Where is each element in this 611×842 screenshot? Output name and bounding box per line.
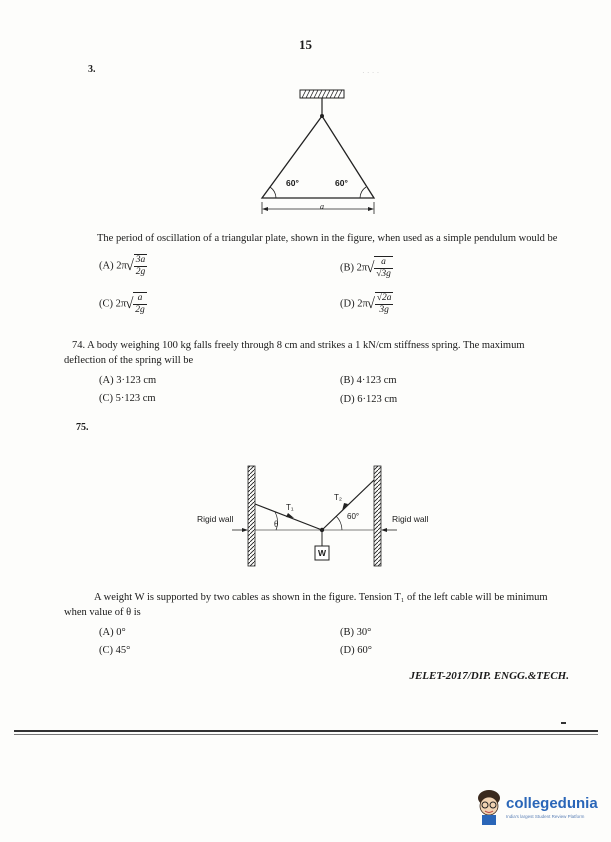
fraction-numerator: √ a xyxy=(133,293,147,305)
q73-option-a xyxy=(99,254,147,278)
two-pi: 2π xyxy=(356,262,368,274)
page-number: 15 xyxy=(299,37,312,52)
collegedunia-tagline: India's largest Student Review Platform xyxy=(506,814,585,819)
weight-label: W xyxy=(317,548,327,558)
two-pi: 2π xyxy=(115,298,127,310)
triangle-plate xyxy=(262,116,374,198)
sixty-arc xyxy=(336,516,342,530)
angle-label-left: 60° xyxy=(286,178,299,188)
t2-arrow xyxy=(342,503,348,511)
two-pi: 2π xyxy=(357,298,368,310)
left-rigid-wall xyxy=(248,466,255,566)
fraction-denominator: 3g xyxy=(379,305,389,315)
collegedunia-brand: collegedunia xyxy=(506,795,598,812)
theta-label: θ xyxy=(274,519,279,529)
q74-option-c: (C) 5·123 cm xyxy=(99,393,156,404)
two-pi: 2π xyxy=(116,260,127,272)
exam-footer: JELET-2017/DIP. ENGG.&TECH. xyxy=(409,670,569,682)
left-wall-label: Rigid wall xyxy=(197,514,234,524)
question-75-number: 75. xyxy=(76,422,89,433)
t2-label: T₂ xyxy=(334,493,342,502)
fraction-denominator: √3g xyxy=(376,269,391,279)
q73-option-c xyxy=(99,292,147,316)
fraction-denominator: 2g xyxy=(135,267,146,277)
fraction-numerator: √ 3a xyxy=(135,255,146,265)
t1-arrow xyxy=(286,513,294,518)
t1-label: T₁ xyxy=(286,503,294,512)
angle-arc-right xyxy=(360,187,366,198)
option-label: (D) xyxy=(340,298,355,310)
question-74-text-line1: 74. A body weighing 100 kg falls freely through 8 cm and strikes a 1 kN/cm stiffness spring. The maximum xyxy=(72,340,525,351)
fraction-numerator: √ a xyxy=(374,257,393,269)
triangular-plate-figure xyxy=(250,86,386,218)
fraction-denominator: 2g xyxy=(135,305,145,315)
collegedunia-mascot-icon xyxy=(474,788,504,826)
option-label: (A) xyxy=(99,260,114,272)
option-label: (B) xyxy=(340,262,354,274)
question-75-text-line2: when value of θ is xyxy=(64,607,141,618)
question-75-text-line1: A weight W is supported by two cables as shown in the figure. Tension T₁ of the left cable will be minimum xyxy=(94,592,548,603)
q75-option-b: (B) 30° xyxy=(340,627,372,638)
right-rigid-wall xyxy=(374,466,381,566)
angle-label-right: 60° xyxy=(335,178,348,188)
q75-option-c: (C) 45° xyxy=(99,645,131,656)
q74-option-b: (B) 4·123 cm xyxy=(340,375,397,386)
bleed-through-mark: · · · · xyxy=(362,68,380,77)
footer-dash xyxy=(561,722,566,724)
side-label: a xyxy=(320,202,324,211)
q73-option-d xyxy=(340,292,393,316)
question-73-text: The period of oscillation of a triangular plate, shown in the figure, when used as a simple pendulum would be xyxy=(97,233,558,244)
q74-option-a: (A) 3·123 cm xyxy=(99,375,157,386)
bottom-rule xyxy=(14,730,598,732)
q73-option-b xyxy=(340,256,393,280)
question-74-text-line2: deflection of the spring will be xyxy=(64,355,194,366)
bottom-rule-thin xyxy=(14,734,598,735)
fraction-numerator: √ √2a xyxy=(376,293,392,303)
q74-option-d: (D) 6·123 cm xyxy=(340,394,398,405)
angle-arc-left xyxy=(270,187,276,198)
sixty-degree-label: 60° xyxy=(347,512,360,521)
question-73-number-fragment: 3. xyxy=(88,64,96,75)
q75-option-a: (A) 0° xyxy=(99,627,126,638)
right-cable xyxy=(322,480,374,530)
q75-option-d: (D) 60° xyxy=(340,645,372,656)
right-wall-label: Rigid wall xyxy=(392,514,429,524)
option-label: (C) xyxy=(99,298,113,310)
